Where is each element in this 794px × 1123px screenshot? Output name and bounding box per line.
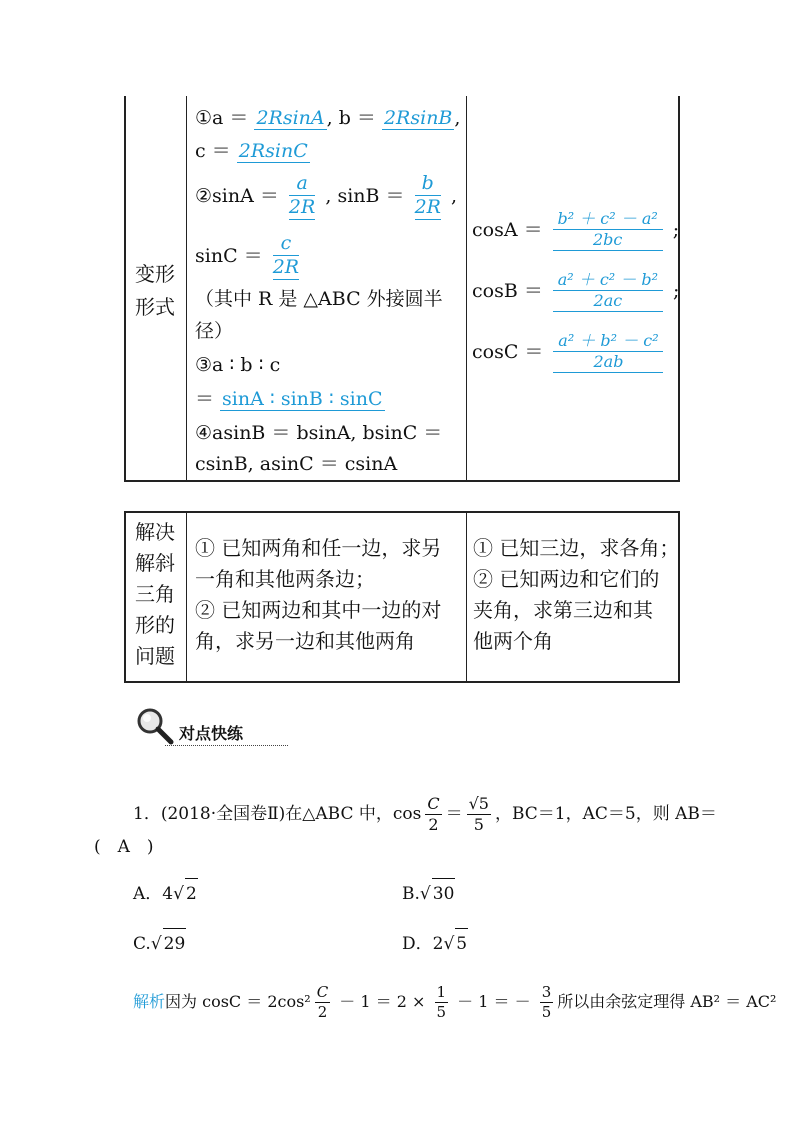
law-of-sines-line-2: c ＝ 2RsinC	[195, 140, 308, 162]
cross-product-line-2: csinB, asinC ＝ csinA	[195, 453, 398, 475]
row-label-application: 解决 解斜 三角 形的 问题	[135, 520, 175, 668]
solution-tag: 解析	[133, 992, 166, 1011]
cosine-b-line: cosB ＝ $\frac{\text{a² ＋ c² － b²}}{2ac}$ ;	[472, 270, 680, 310]
row-label-transform: 变形形式	[135, 262, 175, 319]
law-of-sines-uses: ① 已知两角和任一边，求另 一角和其他两条边； ② 已知两边和其中一边的对 角，求另一边和其他两角	[195, 536, 442, 653]
cross-product-line-1: ④asinB ＝ bsinA, bsinC ＝	[195, 422, 443, 444]
circumradius-note-2: 径）	[195, 320, 234, 342]
ratio-line: ③a ∶ b ∶ c	[195, 354, 281, 376]
circumradius-note-1: （其中 R 是 △ABC 外接圆半	[195, 288, 443, 310]
option-a[interactable]: A．4√ 2	[133, 878, 198, 909]
question-stem: 1．(2018·全国卷Ⅱ)在△ABC 中，cos $\frac{C}{2}$ ＝ $\frac{√5}{5}$ ，BC＝1，AC＝5，则 AB＝	[133, 793, 717, 834]
law-of-sines-line-1: ①a ＝ 2RsinA , b ＝ 2RsinB ,	[195, 107, 461, 129]
section-heading	[135, 706, 290, 748]
magnifier-icon	[135, 706, 175, 746]
ratio-value-line: ＝ sinA ∶ sinB ∶ sinC	[195, 388, 383, 410]
sinc-line: sinC ＝ $\frac{c}{2R}$	[195, 232, 300, 278]
section-title: 对点快练	[179, 724, 244, 743]
answer-line: ( A )	[94, 837, 154, 857]
cosine-a-line: cosA ＝ $\frac{\text{b² ＋ c² － a²}}{2bc}$ ;	[472, 209, 680, 249]
sine-ratio-line: ②sinA ＝ $\frac{a}{2R}$ , sinB ＝ $\frac{b}{2R}$ ,	[195, 172, 458, 218]
option-c[interactable]: C.√ 29	[133, 928, 186, 959]
law-of-cosines-uses: ① 已知三边，求各角； ② 已知两边和它们的 夹角，求第三边和其 他两个角	[473, 536, 680, 653]
option-d[interactable]: D．2√ 5	[402, 928, 468, 959]
heading-underline	[165, 745, 288, 746]
option-b[interactable]: B.√ 30	[402, 878, 455, 909]
solution-line: 解析因为 cosC ＝ 2cos² $\frac{C}{2}$ － 1 ＝ 2 × $\frac{1}{5}$ － 1 ＝ － $\frac{3}{5}$ 所以由余弦定理得 AB² ＝ AC²	[133, 982, 777, 1021]
cosine-c-line: cosC ＝ $\frac{\text{a² ＋ b² － c²}}{2ab}$	[472, 322, 667, 382]
